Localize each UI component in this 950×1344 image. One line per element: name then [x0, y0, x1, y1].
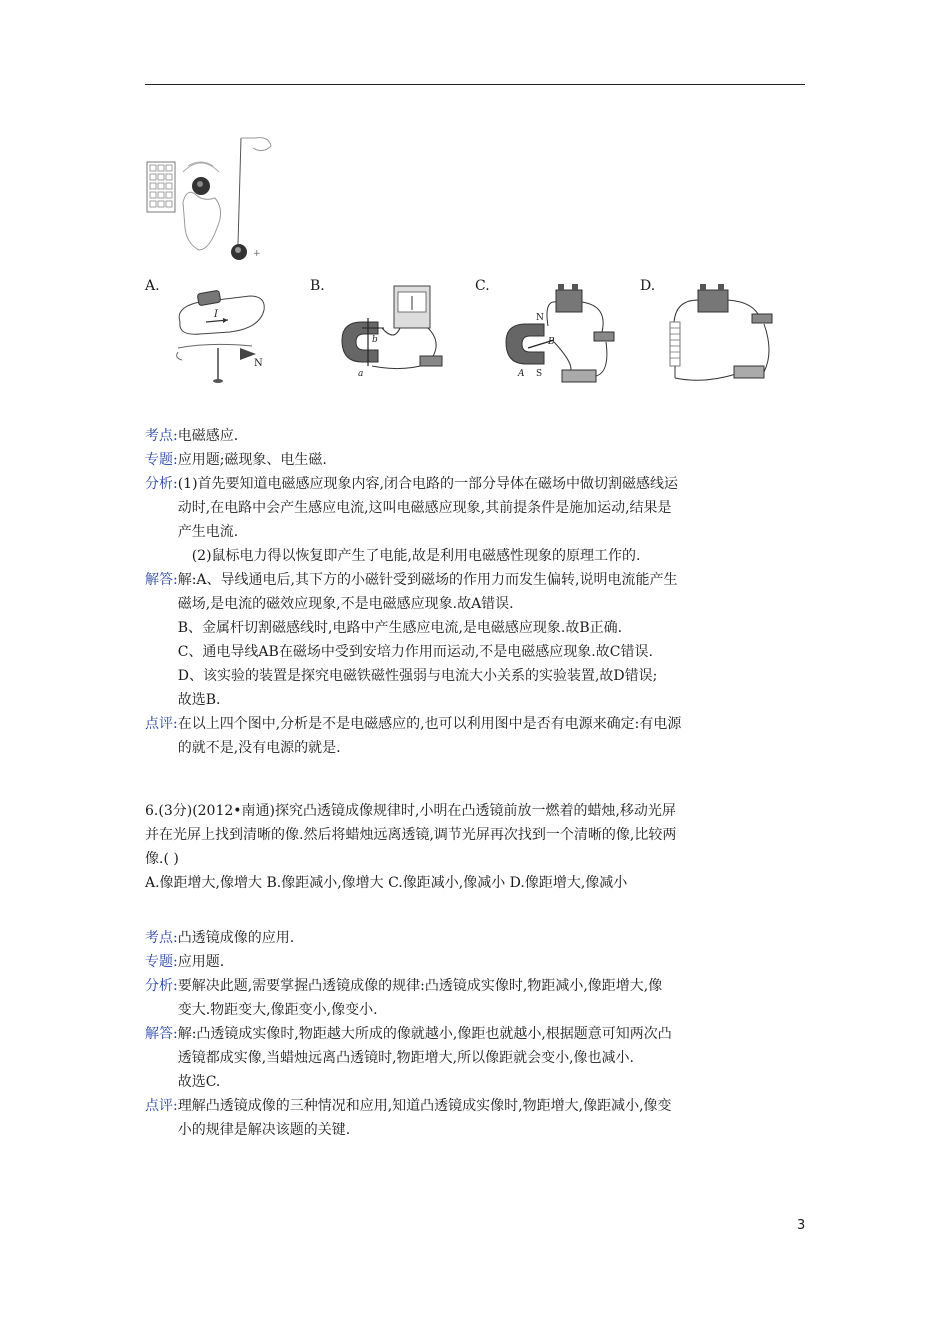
- q5-jieda-line: D、该实验的装置是探究电磁铁磁性强弱与电流大小关系的实验装置,故D错误;: [177, 668, 658, 684]
- option-a-figure: [170, 282, 270, 390]
- q5-dianping-line: 在以上四个图中,分析是不是电磁感应的,也可以利用图中是否有电源来确定:有电源: [177, 716, 682, 732]
- option-d-figure: [664, 282, 774, 390]
- option-c-letter: C.: [475, 278, 490, 294]
- label-c-b: B: [548, 337, 555, 347]
- q6-fenxi-line: 变大.物距变大,像距变小,像变小.: [177, 1002, 378, 1018]
- q6-kaodian-row: [145, 926, 810, 950]
- q5-jieda-row: [145, 568, 810, 712]
- q5-jieda-line: 解:A、导线通电后,其下方的小磁针受到磁场的作用力而发生偏转,说明电流能产生: [177, 572, 678, 588]
- q6-fenxi-key: 分析:: [145, 978, 178, 994]
- svg-text:+: +: [253, 249, 261, 259]
- q6-options: A.像距增大,像增大 B.像距减小,像增大 C.像距减小,像减小 D.像距增大,像减小: [145, 875, 628, 891]
- option-d-letter: D.: [640, 278, 656, 294]
- q5-fenxi-line: 产生电流.: [177, 524, 239, 540]
- q6-question: [145, 799, 810, 895]
- q5-fenxi-line: (2)鼠标电力得以恢复即产生了电能,故是利用电磁感性现象的原理工作的.: [191, 548, 641, 564]
- q5-dianping-row: [145, 712, 810, 760]
- q6-fenxi-row: [145, 974, 810, 1022]
- q5-zhuanti-key: 专题:: [145, 452, 178, 468]
- q5-jieda-line: 故选B.: [177, 692, 221, 708]
- q5-kaodian-key: 考点:: [145, 428, 178, 444]
- q5-dianping-key: 点评:: [145, 716, 178, 732]
- header-rule: [145, 84, 805, 85]
- q6-fenxi-line: 要解决此题,需要掌握凸透镜成像的规律:凸透镜成实像时,物距减小,像距增大,像: [177, 978, 663, 994]
- q6-dianping-line: 理解凸透镜成像的三种情况和应用,知道凸透镜成实像时,物距增大,像距减小,像变: [177, 1098, 672, 1114]
- page-number: 3: [797, 1218, 806, 1233]
- q6-jieda-row: [145, 1022, 810, 1094]
- label-b-b: b: [372, 335, 378, 345]
- label-c-s: S: [536, 369, 543, 379]
- mouse-pendulum-figure: [143, 132, 281, 266]
- q5-fenxi-row: [145, 472, 810, 568]
- q6-stem-line: 并在光屏上找到清晰的像.然后将蜡烛远离透镜,调节光屏再次找到一个清晰的像,比较两: [145, 827, 677, 843]
- label-b-a: a: [358, 369, 364, 379]
- q5-fenxi-key: 分析:: [145, 476, 178, 492]
- q6-jieda-key: 解答:: [145, 1026, 178, 1042]
- label-c-n: N: [536, 313, 544, 323]
- q5-kaodian-row: [145, 424, 810, 448]
- q5-jieda-line: B、金属杆切割磁感线时,电路中产生感应电流,是电磁感应现象.故B正确.: [177, 620, 623, 636]
- q5-analysis: [145, 424, 810, 760]
- q6-kaodian-text: 凸透镜成像的应用.: [177, 930, 295, 946]
- q5-kaodian-text: 电磁感应.: [177, 428, 239, 444]
- q6-zhuanti-row: [145, 950, 810, 974]
- q5-fenxi-line: 动时,在电路中会产生感应电流,这叫电磁感应现象,其前提条件是施加运动,结果是: [177, 500, 672, 516]
- q5-zhuanti-text: 应用题;磁现象、电生磁.: [177, 452, 327, 468]
- label-c-a: A: [518, 369, 525, 379]
- q5-jieda-line: C、通电导线AB在磁场中受到安培力作用而运动,不是电磁感应现象.故C错误.: [177, 644, 653, 660]
- q6-zhuanti-text: 应用题.: [177, 954, 225, 970]
- q6-stem-line: 6.(3分)(2012•南通)探究凸透镜成像规律时,小明在凸透镜前放一燃着的蜡烛,移动光屏: [145, 803, 676, 819]
- q6-dianping-line: 小的规律是解决该题的关键.: [177, 1122, 351, 1138]
- option-b-letter: B.: [310, 278, 325, 294]
- q6-analysis: [145, 926, 810, 1142]
- q6-jieda-line: 解:凸透镜成实像时,物距越大所成的像就越小,像距也就越小,根据题意可知两次凸: [177, 1026, 672, 1042]
- label-north-a: N: [254, 358, 263, 369]
- q6-kaodian-key: 考点:: [145, 930, 178, 946]
- q6-jieda-line: 故选C.: [177, 1074, 221, 1090]
- q6-dianping-key: 点评:: [145, 1098, 178, 1114]
- q5-dianping-line: 的就不是,没有电源的就是.: [177, 740, 341, 756]
- q6-jieda-line: 透镜都成实像,当蜡烛远离凸透镜时,物距增大,所以像距就会变小,像也减小.: [177, 1050, 634, 1066]
- q6-dianping-row: [145, 1094, 810, 1142]
- option-b-figure: [332, 282, 450, 390]
- q5-jieda-line: 磁场,是电流的磁效应现象,不是电磁感应现象.故A错误.: [177, 596, 514, 612]
- option-a-letter: A.: [145, 278, 160, 294]
- label-current-i: I: [214, 309, 218, 320]
- q5-jieda-key: 解答:: [145, 572, 178, 588]
- q5-zhuanti-row: [145, 448, 810, 472]
- q5-fenxi-line: (1)首先要知道电磁感应现象内容,闭合电路的一部分导体在磁场中做切割磁感线运: [177, 476, 678, 492]
- q6-stem-line: 像.( ): [145, 851, 179, 867]
- option-c-figure: [498, 282, 616, 390]
- q6-zhuanti-key: 专题:: [145, 954, 178, 970]
